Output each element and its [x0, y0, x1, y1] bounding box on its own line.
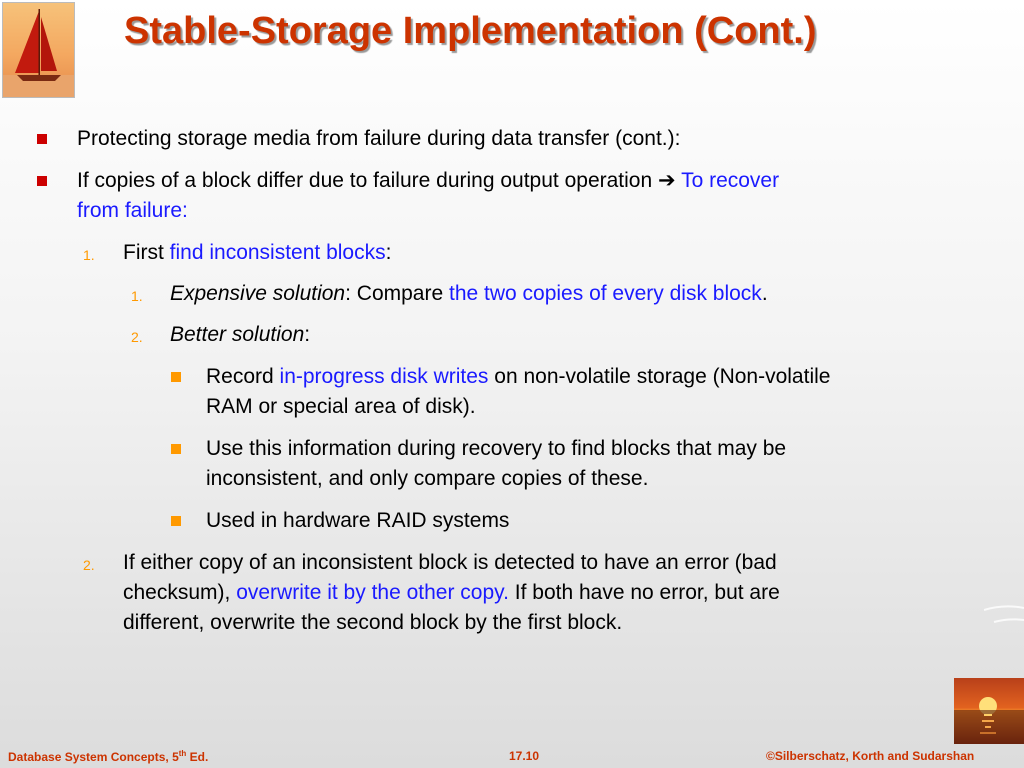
bullet-text: Protecting storage media from failure during data transfer (cont.):: [77, 127, 681, 150]
bullet-text: Record in-progress disk writes on non-volatile storage (Non-volatile: [206, 365, 831, 388]
list-item-text: Expensive solution: Compare the two copies of every disk block.: [170, 282, 768, 305]
bullet-text: Used in hardware RAID systems: [206, 509, 510, 532]
footer-book-title: Database System Concepts, 5th Ed.: [8, 749, 209, 764]
list-number: 1.: [131, 288, 143, 304]
list-item-text-cont: checksum), overwrite it by the other copy. If both have no error, but are: [123, 581, 780, 604]
bullet-square-icon: [171, 372, 181, 382]
bullet-text-cont: RAM or special area of disk).: [206, 395, 476, 418]
page-title: Stable-Storage Implementation (Cont.): [124, 10, 817, 52]
footer-copyright: ©Silberschatz, Korth and Sudarshan: [766, 749, 975, 763]
bullet-square-icon: [171, 444, 181, 454]
list-number: 1.: [83, 247, 95, 263]
list-item-text: First find inconsistent blocks:: [123, 241, 392, 264]
bullet-text: If copies of a block differ due to failure during output operation ➔ To recover: [77, 169, 780, 192]
bullet-square-icon: [171, 516, 181, 526]
list-number: 2.: [83, 557, 95, 573]
bullet-text-cont: inconsistent, and only compare copies of these.: [206, 467, 649, 490]
bullet-square-icon: [37, 134, 47, 144]
list-item-text-cont: different, overwrite the second block by the first block.: [123, 611, 623, 634]
decorative-swoosh: [984, 600, 1024, 630]
bullet-text-cont: from failure:: [77, 199, 188, 222]
bullet-square-icon: [37, 176, 47, 186]
sailboat-sunset-image: [2, 2, 75, 98]
footer-page-number: 17.10: [509, 749, 540, 763]
bullet-text: Use this information during recovery to find blocks that may be: [206, 437, 787, 460]
sunset-image: [954, 678, 1024, 744]
list-item-text: Better solution:: [170, 323, 311, 346]
list-item-text: If either copy of an inconsistent block is detected to have an error (bad: [123, 551, 777, 574]
arrow-right-icon: ➔: [658, 169, 676, 192]
list-number: 2.: [131, 329, 143, 345]
